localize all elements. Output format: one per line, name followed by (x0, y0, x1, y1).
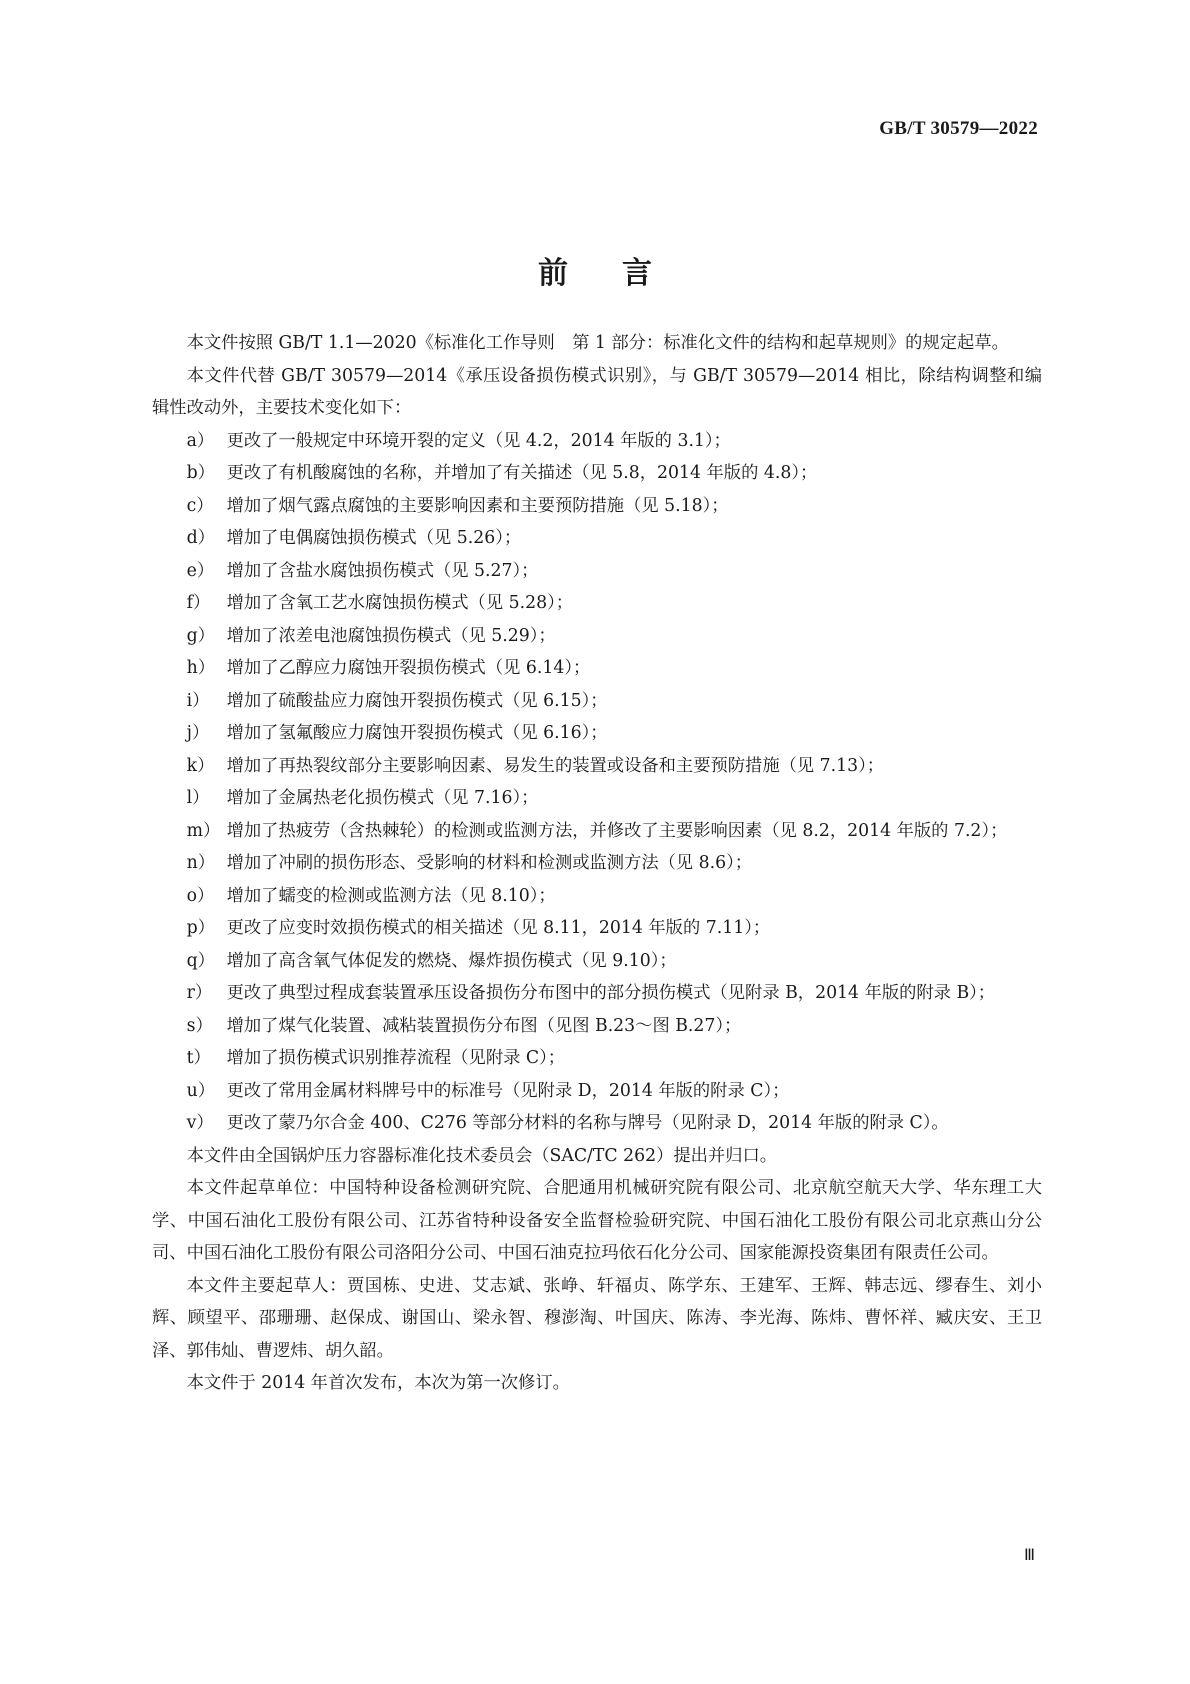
list-item-marker: d） (186, 528, 215, 548)
list-item-text: 增加了硫酸盐应力腐蚀开裂损伤模式（见 6.15）； (226, 690, 608, 711)
list-item-marker: a） (186, 430, 215, 451)
list-item-text: 增加了电偶腐蚀损伤模式（见 5.26）； (226, 528, 522, 548)
list-item (152, 847, 1042, 880)
list-item-text: 更改了常用金属材料牌号中的标准号（见附录 D，2014 年版的附录 C）； (226, 1080, 790, 1101)
list-item (152, 1042, 1042, 1075)
list-item-text: 更改了应变时效损伤模式的相关描述（见 8.11，2014 年版的 7.11）； (226, 918, 771, 938)
list-item-marker: n） (186, 853, 216, 873)
list-item-marker: s） (186, 1015, 213, 1036)
list-item (152, 555, 1042, 588)
page-title: 前言 (538, 256, 706, 292)
list-item (152, 1010, 1042, 1043)
list-item (152, 880, 1042, 913)
list-item-text: 增加了高含氧气体促发的燃烧、爆炸损伤模式（见 9.10）； (226, 950, 677, 971)
list-item-text: 增加了含氧工艺水腐蚀损伤模式（见 5.28）； (226, 593, 573, 613)
list-item-marker: m） (186, 820, 221, 841)
list-item-marker: p） (186, 918, 215, 938)
list-item-text: 增加了损伤模式识别推荐流程（见附录 C）； (226, 1048, 566, 1068)
list-item-marker: l） (186, 788, 210, 808)
list-item (152, 587, 1042, 620)
list-item-text: 增加了烟气露点腐蚀的主要影响因素和主要预防措施（见 5.18）； (226, 495, 729, 516)
list-item-text: 增加了金属热老化损伤模式（见 7.16）； (226, 788, 539, 808)
list-item-marker: c） (186, 495, 214, 516)
list-item-text: 增加了乙醇应力腐蚀开裂损伤模式（见 6.14）； (226, 658, 591, 678)
list-item (152, 490, 1042, 523)
list-item-text: 增加了浓差电池腐蚀损伤模式（见 5.29）； (226, 625, 556, 646)
list-item-text: 更改了典型过程成套装置承压设备损伤分布图中的部分损伤模式（见附录 B，2014 年版的附录 B）； (226, 983, 996, 1003)
list-item-text: 增加了热疲劳（含热棘轮）的检测或监测方法，并修改了主要影响因素（见 8.2，2014 年版的 7.2）； (226, 820, 1008, 841)
changes-list (152, 425, 1042, 1140)
document-code: GB/T 30579—2022 (879, 118, 1038, 139)
list-item-marker: t） (186, 1048, 211, 1068)
closing-paragraph: 本文件于 2014 年首次发布，本次为第一次修订。 (186, 1373, 570, 1393)
list-item (152, 652, 1042, 685)
list-item-text: 增加了冲刷的损伤形态、受影响的材料和检测或监测方法（见 8.6）； (226, 853, 753, 873)
closing-paragraph: 本文件由全国锅炉压力容器标准化技术委员会（SAC/TC 262）提出并归口。 (186, 1145, 778, 1166)
list-item-marker: r） (186, 983, 213, 1003)
list-item-text: 增加了蠕变的检测或监测方法（见 8.10）； (226, 885, 556, 906)
list-item-text: 增加了含盐水腐蚀损伤模式（见 5.27）； (226, 560, 539, 581)
list-item (152, 782, 1042, 815)
list-item-marker: e） (186, 560, 215, 581)
list-item-marker: f） (186, 593, 211, 613)
list-item-marker: q） (186, 950, 215, 971)
list-item (152, 1075, 1042, 1108)
list-item-text: 增加了再热裂纹部分主要影响因素、易发生的装置或设备和主要预防措施（见 7.13）； (226, 755, 885, 776)
list-item-marker: b） (186, 463, 215, 483)
intro-paragraph: 本文件代替 GB/T 30579—2014《承压设备损伤模式识别》，与 GB/T 30579—2014 相比，除结构调整和编辑性改动外，主要技术变化如下： (152, 365, 1042, 418)
list-item (152, 425, 1042, 458)
list-item (152, 457, 1042, 490)
list-item (152, 815, 1042, 848)
closing-paragraph: 本文件起草单位：中国特种设备检测研究院、合肥通用机械研究院有限公司、北京航空航天大学、华东理工大学、中国石油化工股份有限公司、江苏省特种设备安全监督检验研究院、中国石油化工股份有限公司北京燕山分公司、中国石油化工股份有限公司洛阳分公司、中国石油克拉玛依石化分公司、国家能源投资集团有限责任公司。 (152, 1178, 1042, 1263)
list-item (152, 750, 1042, 783)
list-item-marker: i） (186, 690, 210, 711)
list-item (152, 977, 1042, 1010)
list-item (152, 685, 1042, 718)
list-item-marker: h） (186, 658, 216, 678)
page-number: Ⅲ (1023, 1545, 1035, 1564)
document-body (152, 327, 1042, 1400)
list-item (152, 945, 1042, 978)
list-item (152, 620, 1042, 653)
list-item (152, 912, 1042, 945)
closing-paragraph: 本文件主要起草人：贾国栋、史进、艾志斌、张峥、轩福贞、陈学东、王建军、王辉、韩志远、缪春生、刘小辉、顾望平、邵珊珊、赵保成、谢国山、梁永智、穆澎淘、叶国庆、陈涛、李光海、陈炜、曹怀祥、臧庆安、王卫泽、郭伟灿、曹逻炜、胡久韶。 (152, 1275, 1042, 1361)
intro-paragraph: 本文件按照 GB/T 1.1—2020《标准化工作导则 第 1 部分：标准化文件的结构和起草规则》的规定起草。 (186, 333, 1009, 353)
list-item-marker: o） (186, 885, 215, 906)
list-item-marker: u） (186, 1080, 216, 1101)
list-item-text: 增加了煤气化装置、减粘装置损伤分布图（见图 B.23～图 B.27）； (226, 1015, 742, 1036)
list-item (152, 522, 1042, 555)
list-item-marker: k） (186, 755, 215, 776)
list-item (152, 717, 1042, 750)
list-item-marker: g） (186, 625, 215, 646)
list-item-text: 更改了一般规定中环境开裂的定义（见 4.2，2014 年版的 3.1）； (226, 430, 731, 451)
list-item-marker: j） (186, 723, 210, 743)
list-item-text: 更改了蒙乃尔合金 400、C276 等部分材料的名称与牌号（见附录 D，2014 年版的附录 C）。 (226, 1113, 949, 1133)
list-item-marker: v） (186, 1113, 214, 1133)
list-item-text: 增加了氢氟酸应力腐蚀开裂损伤模式（见 6.16）； (226, 723, 608, 743)
list-item (152, 1107, 1042, 1140)
list-item-text: 更改了有机酸腐蚀的名称，并增加了有关描述（见 5.8，2014 年版的 4.8）； (226, 463, 818, 483)
